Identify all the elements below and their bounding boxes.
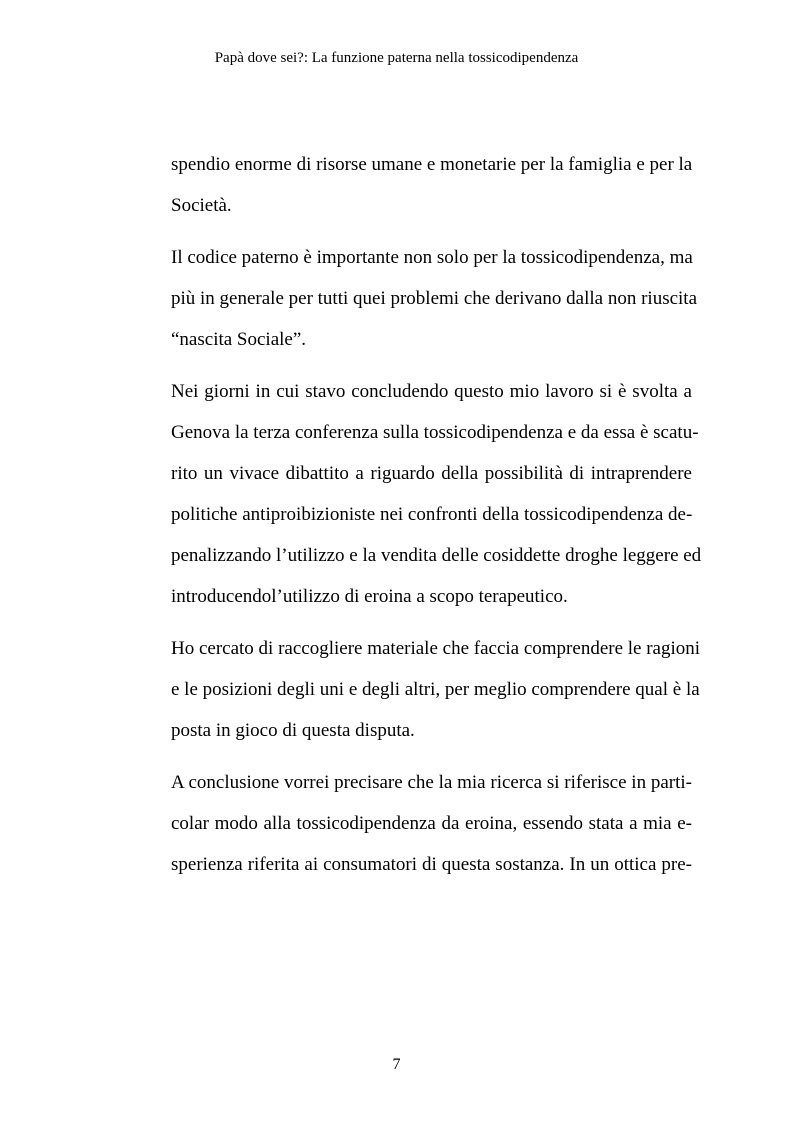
text-line: Società. — [171, 195, 232, 216]
paragraph — [171, 762, 692, 885]
paragraph — [171, 371, 702, 617]
text-line: Il codice paterno è importante non solo per la tossicodipendenza, ma — [171, 247, 693, 268]
paragraph — [171, 237, 698, 360]
text-line: spendio enorme di risorse umane e monetarie per la famiglia e per la — [171, 154, 693, 175]
page-number: 7 — [392, 1056, 401, 1073]
text-line: rito un vivace dibattito a riguardo della possibilità di intraprendere — [171, 463, 692, 484]
text-line: “nascita Sociale”. — [171, 329, 307, 350]
text-line: Nei giorni in cui stavo concludendo questo mio lavoro si è svolta a — [171, 381, 692, 402]
running-header: Papà dove sei?: La funzione paterna nella tossicodipendenza — [214, 50, 579, 66]
paragraph — [171, 144, 692, 226]
text-line: introducendol’utilizzo di eroina a scopo terapeutico. — [171, 586, 568, 607]
paragraph — [171, 628, 701, 751]
body-text — [171, 144, 702, 896]
text-line: più in generale per tutti quei problemi che derivano dalla non riuscita — [171, 288, 698, 309]
text-line: politiche antiproibizioniste nei confronti della tossicodipendenza de- — [171, 504, 693, 525]
text-line: A conclusione vorrei precisare che la mia ricerca si riferisce in parti- — [171, 772, 692, 793]
text-line: sperienza riferita ai consumatori di questa sostanza. In un ottica pre- — [171, 854, 692, 875]
text-line: penalizzando l’utilizzo e la vendita delle cosiddette droghe leggere ed — [171, 545, 702, 566]
text-line: colar modo alla tossicodipendenza da eroina, essendo stata a mia e- — [171, 813, 692, 834]
text-line: Ho cercato di raccogliere materiale che faccia comprendere le ragioni — [171, 638, 701, 659]
text-line: e le posizioni degli uni e degli altri, per meglio comprendere qual è la — [171, 679, 700, 700]
text-line: posta in gioco di questa disputa. — [171, 720, 415, 741]
text-line: Genova la terza conferenza sulla tossicodipendenza e da essa è scatu- — [171, 422, 699, 443]
